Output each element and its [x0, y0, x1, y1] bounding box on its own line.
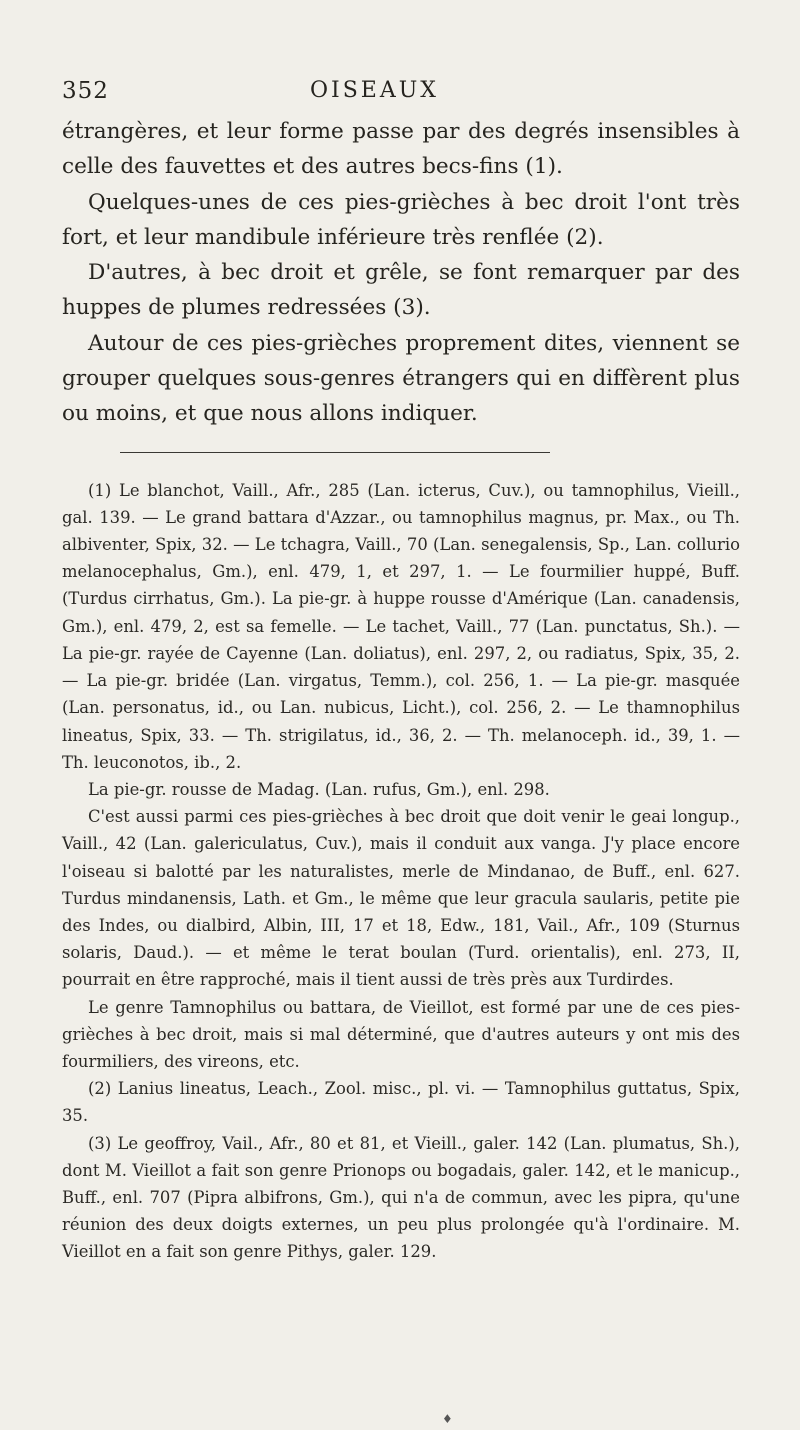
paragraph: Quelques-unes de ces pies-grièches à bec droit l'ont très fort, et leur mandibule inférieure très renflée (2).: [62, 189, 740, 250]
footnote-divider: [120, 452, 550, 453]
main-text: [62, 114, 740, 432]
footnote-1-continued: C'est aussi parmi ces pies-grièches à bec droit que doit venir le geai longup., Vaill., 42 (Lan. galericulatus, Cuv.), mais il conduit aux vanga. J'y place encore l'oiseau si balotté par les naturalistes, merle de Mindanao, de Buff., enl. 627. Turdus mindanensis, Lath. et Gm., le même que leur gracula saularis, petite pie des Indes, ou dialbird, Albin, III, 17 et 18, Edw., 181, Vail., Afr., 109 (Sturnus solaris, Daud.). — et même le terat boulan (Turd. orientalis), enl. 273, II, pourrait en être rapproché, mais il tient aussi de très près aux Turdirdes.: [62, 807, 740, 990]
footnote-1: (1) Le blanchot, Vaill., Afr., 285 (Lan. icterus, Cuv.), ou tamnophilus, Vieill., gal. 139. — Le grand battara d'Azzar., ou tamnophilus magnus, pr. Max., ou Th. albiventer, Spix, 32. — Le tchagra, Vaill., 70 (Lan. senegalensis, Sp., Lan. collurio melanocephalus, Gm.), enl. 479, 1, et 297, 1. — Le fourmilier huppé, Buff. (Turdus cirrhatus, Gm.). La pie-gr. à huppe rousse d'Amérique (Lan. canadensis, Gm.), enl. 479, 2, est sa femelle. — Le tachet, Vaill., 77 (Lan. punctatus, Sh.). — La pie-gr. rayée de Cayenne (Lan. doliatus), enl. 297, 2, ou radiatus, Spix, 35, 2. — La pie-gr. bridée (Lan. virgatus, Temm.), col. 256, 1. — La pie-gr. masquée (Lan. personatus, id., ou Lan. nubicus, Licht.), col. 256, 2. — Le thamnophilus lineatus, Spix, 33. — Th. strigilatus, id., 36, 2. — Th. melanoceph. id., 39, 1. — Th. leuconotos, ib., 2.: [62, 480, 740, 772]
paragraph: étrangères, et leur forme passe par des degrés insensibles à celle des fauvettes et des autres becs-fins (1).: [62, 119, 740, 180]
page-number: 352: [62, 78, 109, 104]
footnote-3: (3) Le geoffroy, Vail., Afr., 80 et 81, et Vieill., galer. 142 (Lan. plumatus, Sh.), dont M. Vieillot a fait son genre Prionops ou bogadais, galer. 142, et le manicup., Buff., enl. 707 (Pipra albifrons, Gm.), qui n'a de commun, avec les pipra, qu'une réunion des deux doigts externes, un peu plus prolongée qu'à l'ordinaire. M. Vieillot en a fait son genre Pithys, galer. 129.: [62, 1133, 740, 1262]
running-head: OISEAUX: [310, 78, 439, 103]
footnote-1-continued: Le genre Tamnophilus ou battara, de Vieillot, est formé par une de ces pies-grièches à bec droit, mais si mal déterminé, que d'autres auteurs y ont mis des fourmiliers, des vireons, etc.: [62, 997, 740, 1071]
footnote-1-continued: La pie-gr. rousse de Madag. (Lan. rufus, Gm.), enl. 298.: [88, 779, 550, 799]
printer-mark: ♦: [442, 1412, 453, 1426]
paragraph: D'autres, à bec droit et grêle, se font remarquer par des huppes de plumes redressées (3).: [62, 260, 740, 321]
footnotes: [62, 477, 740, 1266]
paragraph: Autour de ces pies-grièches proprement dites, viennent se grouper quelques sous-genres étrangers qui en diffèrent plus ou moins, et que nous allons indiquer.: [62, 330, 740, 427]
page-header: [62, 78, 740, 108]
footnote-2: (2) Lanius lineatus, Leach., Zool. misc., pl. vi. — Tamnophilus guttatus, Spix, 35.: [62, 1079, 740, 1126]
